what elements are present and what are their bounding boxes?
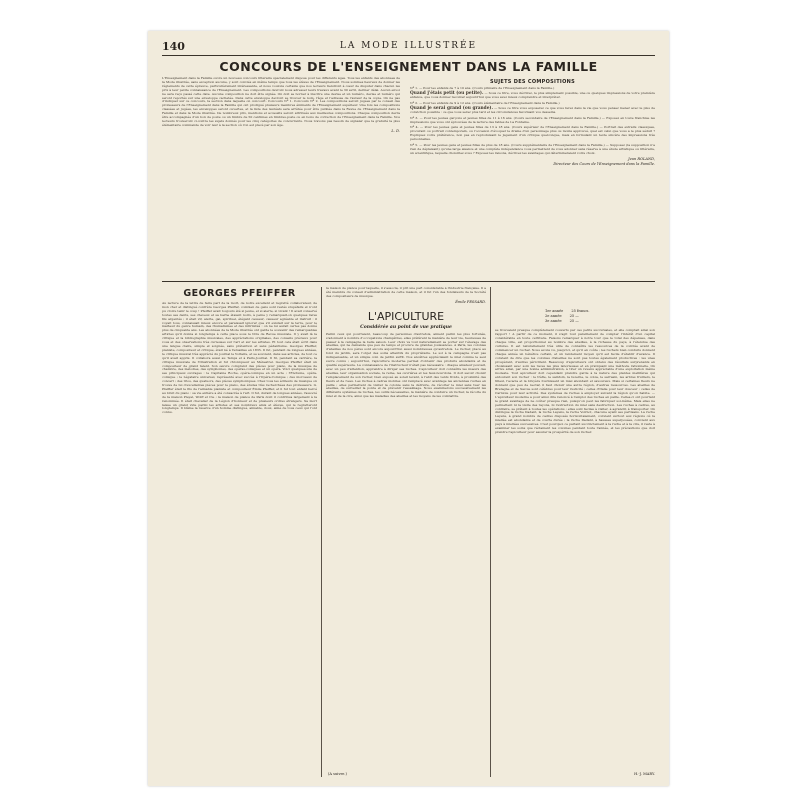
subject-1-title: Quand j'étais petit (ou petite). <box>410 90 484 96</box>
subject-1-intro: Nº 1. — Pour les enfants de 7 à 10 ans. (Cours primaire de l'Enseignement dans la Famille.) <box>410 86 555 90</box>
concours-title: CONCOURS DE L'ENSEIGNEMENT DANS LA FAMILLE <box>219 59 598 74</box>
page-number: 140 <box>162 40 185 53</box>
to-be-continued: (A suivre.) <box>328 772 347 776</box>
subject-4: Nº 4. — Pour les jeunes gens et jeunes filles de 13 à 18 ans. (Cours supérieur de l'Enseignement dans la Famille.) — Portrait des extraits classiques, procurant ou portrait contemporain, ou l'occasion d'évoquer le drame d'un personnage plus ou moins approuvé, quel est celui que vous a le plus séduit ? Expliquez votre préférence, non pas en reproduisant le jugement d'un critique quelconque, mais en formulant un texte sincère des impressions très personnelles. <box>410 125 655 142</box>
concours-left-column <box>162 77 400 277</box>
column-divider-1 <box>321 287 322 777</box>
subject-3: Nº 3. — Pour les jeunes garçons et jeunes filles de 11 à 16 ans. (Cours secondaire de l'Enseignement dans la Famille.) — Exposez en toute franchise les impressions que vous ont éprouvées de la lecture des fables de La Fontaine. <box>410 115 655 124</box>
pfeiffer-text-continued: la maison de pianos pour laquelle, il s'associa, il prit une part considérable à l'industrie française. Il a été membre du conseil d'administration de cette maison, et il fut l'un des fondateurs de la Société des compositeurs de musique. <box>326 287 486 298</box>
subject-5: Nº 5. — Pour les jeunes gens et jeunes filles de plus de 18 ans. (Cours supplémentaire de l'Enseignement dans la Famille.) — Supposez (la supposition n'a rien de déplaisant) qu'une large aisance et une complète indépendance vous permettent de vous adonner sans réserve à une étude artistique ou littéraire, un scientifique, laquelle choisiriez-vous ? Exposez les raisons, décrivez les avantages qui détermineraient votre choix. <box>410 143 655 155</box>
header-rule <box>162 55 655 56</box>
subject-1-text: — Sous ce titre, vous décrirez, le plus simplement possible, une ou quelques impressions de votre première enfance, que vous donnez raconter aujourd'hui que vous avez mieux comprendre et interpréter. <box>410 90 655 99</box>
apiculture-footer <box>328 772 655 776</box>
subjects-heading: SUJETS DES COMPOSITIONS <box>489 79 576 85</box>
price-row: 3e année 25 — <box>545 318 579 323</box>
subject-2-text: — Sous ce titre vous exposerez ce que vous ferez dans la vie que vous pensez mener avec le plus de conviction possible : ce que vous serez plus tard et les circonstances favorisant vos desseins. <box>410 105 655 114</box>
newspaper-page <box>148 31 669 786</box>
pfeiffer-title: GEORGES PFEIFFER <box>183 288 296 299</box>
concours-signature-name: Jean ROLAND, <box>628 156 655 161</box>
pfeiffer-text: Au lecture de la lettre de faire part de la mort, de notre excellent et regretté collaborateur, de mon cher et distingué confrère Georges Pfeiffer, combien de gens sont restés stupéfaits et n'ont pu croire tenir le coup ! Pfeiffer avait toujours été si jeune, et si alerte, si vivant ! Il avait conservé toutes ses dents, ses cheveux et sa barbe étaient noirs, à peine y remarquait-on quelques rares fils argentés ; il était vif, alerte, gai, spirituel, élégant causeur, causeur agréable et instruit : il voyait tous, connaissait mieux encore et paraissait ignorer que s'il existait sur la terre, pour le malheur du genre humain, des rhumatismes et des infirmités : on ne lui aurait certes pas donné plus de cinquante ans. Les abonnées de la Mode illustrée ont garde le souvenir des remarquables articles qu'il donna si longtemps à cette place sous le titre de Revue musicale. Il y avait là la critique et la bibliographie musicales, des appréciations originales, des conseils précieux pour vous et des observations très curieuses sur l'art et sur les artistes. Et tout cela était écrit dans une langue claire, simple et soignée, sans prétention et sans pédantisme. Georges Pfeiffer, pianiste, compositeur et critique, était né à Versailles en 1835. Il fut, pendant de longues années, le critique musical très apprécié du journal le Voltaire, et se souvient, dans ses articles, de tout ce qu'il avait appris. Il collabora aussi au Temps et à Paris-Journal. Il fit, pendant sa carrière, la critique musicale de l'Illustration et fut chroniqueur au Ménestrel. Georges Pfeiffer était un compositeur de grand talent. Son œuvre comprend des pièces pour piano, de la musique de chambre, des mélodies, des symphonies, des opéras-comiques et un opéra. Voici quelques-uns de ses principaux ouvrages : le Capitaine Roche, opéra-comique en un acte ; l'Enclume, opéra-comique ; le Légataire universel, représenté avec succès à l'Opéra-Comique ; des morceaux de concert ; des trios, des quatuors, des pièces symphoniques. Chez tous les éditeurs de musique on trouve de lui d'excellentes pièces pour le piano, des études très recherchées des professeurs. G. Pfeiffer était le fils de l'aimable pianiste et compositeur Émile Pfeiffer, et il fut tout enfant bercé au bruit du piano : sa vie entière a été consacrée à l'art. Il fut, durant de longues années, l'associé de la maison Pleyel, Wolff et Cie ; la maison de pianos de Paris dont il contribua largement à la renommée. Il était chevalier de la Légion d'honneur et de plusieurs ordres étrangers. Sa mort laisse un grand vide parmi les artistes et ses nombreux amis et élèves, qui le regretteront longtemps. Il blâme la réserve d'un homme distingué, aimable, doux, aimé de tous ceux qui l'ont connu. <box>162 301 317 415</box>
subject-2-intro: Nº 2. — Pour les enfants de 9 à 12 ans. (Cours élémentaire de l'Enseignement dans la Famille.) <box>410 100 560 105</box>
pfeiffer-signature: Émile PESSARD. <box>455 299 486 304</box>
concours-intro: L'Enseignement dans la Famille ouvre un nouveau concours littéraire spécialement disposé pour les différents âges. Tous les enfants des abonnées de la Mode illustrée, sans exception aucune, y sont conviés en même temps que tous les élèves de l'Enseignement. Nous sommes heureux de donner les règlements de cette épreuve, particulièrement intéressante, et nous voulons certains que nos lecteurs tiendront à cœur de disputer dans chacun les prix à leur petite connaissance de l'Enseignement. Les compositions devront nous adresser leurs travaux avant le 30 avril, dernier délai. Aucun envoi ne sera reçu passé cette date. Aucune composition ne doit être signée. On doit se borner à inscrire une devise et un numéro, devise et numéro qui seront reportés sur une enveloppe cachetée. Dans cette enveloppe devront se trouver le nom, l'âge et l'adresse de l'auteur de la copie. On ne pas d'indiquer sur ce concours, la section dans laquelle on concourt. Concours Nº 1. Concours Nº 2. Les compositions seront jugées par le conseil des professeurs de l'Enseignement dans la Famille qui ont prodigué plusieurs membres éminents de l'Enseignement supérieur. Une fois les compositions classées et jugées, les enveloppes seront ouvertes, et la liste des lauréats sera arrêtée pour être publiée dans la Revue de l'Enseignement dans la Famille et dans la Mode illustrée. De nombreux prix, mentions et accessits seront attribués aux meilleures compositions. Chaque composition devra être accompagnée d'un bon de poste ou un timbre de 50 centimes en timbres-poste ou en bons de correction de l'Enseignement dans la Famille. Nos lecteurs trouveront ci-contre les sujets donnés pour les cinq catégories de concurrents. Nous n'avons pas besoin de signaler que la gratuité la plus élémentaire commande de voir leur à la section où l'on est placé par son âge. <box>162 77 400 127</box>
right-column-text: se trouvaient presque complètement couverts par ces petits succursales, et elle comptait ainsi son rapport ! A partir de ce moment, il s'agit tout pareillement de compter l'intérêt d'un capital considérable en toute certitude. Faisons remarquer à notre tour que le total des dépenses, dans chaque ville, est proportionnel au nombre des abeilles, à la richesse du pays, à l'étendue des cultures. Il est naturellement très utile de connaître les ressources de la contrée avant de commencer un rucher. Nous avons vu, jusqu'ici, et qu'il en coûte ; les ruchers bien conduits donnent chaque année un bénéfice certain, et un rendement moyen qu'il est facile d'établir d'avance. Il convient de dire que les colonies d'abeilles ne sont pas toutes également productives : les unes prospèrent, d'autres périclitent. Beaucoup d'apiculteurs ont obtenu des résultats surprenants en choisissant avec soin les races les plus laborieuses et en pratiquant une méthode rationnelle. On arrive ainsi, par une bonne administration, à tirer un revenu appréciable d'une exploitation même modeste. Tout apiculteur doit cependant prendre garde à la nature des plantes mellifères qui entourent son rucher : le trèfle, le sainfoin, la luzerne, le colza, le sarrasin, les arbres fruitiers, le tilleul, l'acacia et la bruyère fournissent un miel abondant et savoureux. Mais si certaines fleurs ne donnent que peu de nectar, il faut choisir une autre région, d'autres ressources. Les abeilles de Bretagne et de Savoie sont célèbres pour leur rusticité ; celles d'Italie pour leur douceur ; celles de Carniole pour leur activité. Des systèmes de ruches à employer suivant la région qu'on habite. — L'apiculteur moderne a pour ainsi dire renoncé à l'emploi des ruches en paille. Celles-ci ont pourtant le grand avantage de ne coûter presque rien, puisqu'on peut les fabriquer soi-même. Mais elles ne permettent ni la visite des rayons, ni l'extraction du miel sans destruction. Les ruches à cadres, au contraire, se prêtent à toutes les opérations ; elles sont faciles à visiter, à agrandir, à transporter. On distingue la ruche Dadant, la ruche Layens, la ruche Voirnot, chacune ayant ses partisans. La ruche Layens, à grand nombre de cadres disposés horizontalement, convient surtout aux régions où la miellée est abondante et de courte durée ; la ruche Dadant, à hausses superposées, convient aux pays à miellées successives. C'est pourquoi ce parlant succinctement à la ruche et à la cire, il reste à examiner les soins que réclament les colonies pendant toute l'année, et les précautions que doit prendre l'apiculteur pour assurer la prospérité de son rucher. <box>495 328 655 434</box>
apiculture-subtitle: Considérée au point de vue pratique <box>360 324 452 330</box>
apiculture-text: Parmi ceux qui pourraient, beaucoup de personnes d'autrefois, aiment parmi les plus fortunés, s'adonnent à nombre d'occupations champêtres, elles préfèrent la manière de leur vie, heureuses de passer à la campagne la belle saison. Leur choix va tout naturellement se porter sur l'élevage des abeilles, qui ne demande que peu de temps et procure de grandes jouissances. A Paris, les colonies d'abeilles de nos pères sont encore aujourd'hui aussi nombreuses qu'autrefois. Le rucher, placé au fond du jardin, sera l'objet des soins attentifs du propriétaire. Le sol à la campagne n'est pas indispensable, et un simple coin de jardin suffit. Nos ancêtres appréciaient le miel comme le seul sucre connu ; aujourd'hui, l'apiculture moderne permet d'obtenir des produits abondants et de qualité supérieure. La connaissance de l'instructeur n'était pas nécessaire : chaque amateur pouvait, avec un peu d'attention, apprendre à diriger ses ruches. L'apiculteur doit connaître les mœurs des abeilles, leur organisation sociale, la reine, les ouvrières et les faux-bourdons. Il doit savoir choisir l'emplacement de son rucher, bien exposé au soleil levant, à l'abri des vents froids, à proximité des fleurs et de l'eau. Les ruches à cadres mobiles ont remplacé avec avantage les anciennes ruches en paille ; elles permettent de visiter la colonie sans la détruire, de récolter le miel sans tuer les abeilles, de surveiller la ponte et de prévenir l'essaimage. Nous examinerons successivement les différents systèmes de ruches, les outils nécessaires, la manière de conduire un rucher, la récolte du miel et de la cire, ainsi que les maladies des abeilles et les moyens de les combattre. <box>326 331 486 399</box>
column-divider-2 <box>490 287 491 777</box>
apiculture-title: L'APICULTURE <box>367 309 445 323</box>
apiculture-author: H.-J. MARY. <box>634 772 655 776</box>
middle-column <box>326 287 486 779</box>
price-row: 2e année 25 — <box>545 313 579 318</box>
section-rule <box>162 281 655 282</box>
pfeiffer-column <box>162 287 317 779</box>
concours-signature-left: L. D. <box>391 128 400 133</box>
concours-signature-title: Directeur des Cours de l'Enseignement dans la Famille. <box>553 161 655 166</box>
journal-title: LA MODE ILLUSTRÉE <box>339 41 478 51</box>
prices-table <box>545 309 655 323</box>
subject-2-title: Quand je serai grand (ou grande). <box>410 105 493 111</box>
page-header <box>162 40 655 54</box>
price-row: 1er année 25 francs. <box>545 309 590 313</box>
concours-right-column <box>410 77 655 277</box>
right-column <box>495 287 655 779</box>
